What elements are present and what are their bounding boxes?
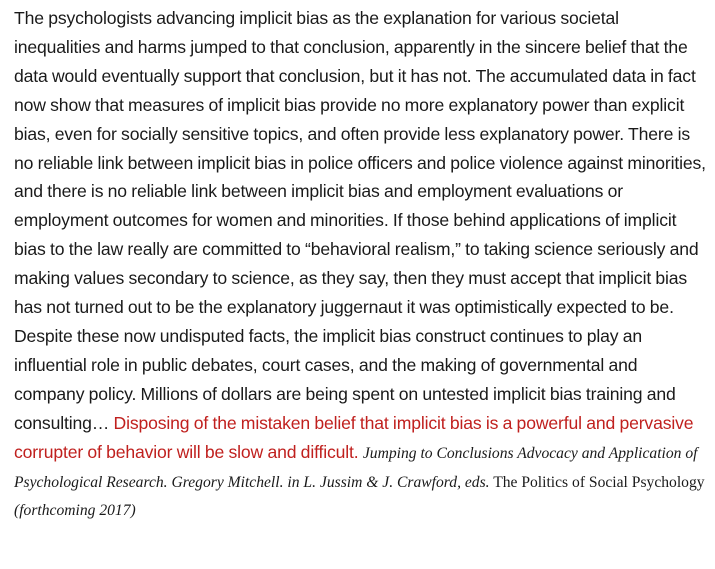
quote-document [14,4,706,524]
citation-article-title: Jumping to Conclusions Advocacy and Application of Psychological Research. [14,444,698,491]
citation-author: Gregory Mitchell. [171,473,284,491]
citation-book-title: The Politics of Social Psychology [493,473,705,491]
quote-highlight-text: Disposing of the mistaken belief that implicit bias is a powerful and pervasive corrupter of behavior will be slow and difficult. [14,412,694,462]
citation-status: (forthcoming 2017) [14,502,136,520]
quote-main-text: The psychologists advancing implicit bias as the explanation for various societal inequalities and harms jumped to that conclusion, apparently in the sincere belief that the data would eventually support that conclusion, but it has not. The accumulated data in fact now show that measures of implicit bias provide no more explanatory power than explicit bias, even for socially sensitive topics, and often provide less explanatory power. There is no reliable link between implicit bias in police officers and police violence against minorities, and there is no reliable link between implicit bias and employment evaluations or employment outcomes for women and minorities. If those behind applications of implicit bias to the law really are committed to “behavioral realism,” to taking science seriously and making values secondary to science, as they say, then they must accept that implicit bias has not turned out to be the explanatory juggernaut it was optimistically expected to be. Despite these now undisputed facts, the implicit bias construct continues to play an influential role in public debates, court cases, and the making of governmental and company policy. Millions of dollars are being spent on untested implicit bias training and consulting… [14,8,706,433]
citation-editors: in L. Jussim & J. Crawford, eds. [287,473,490,491]
quote-paragraph [14,4,706,524]
